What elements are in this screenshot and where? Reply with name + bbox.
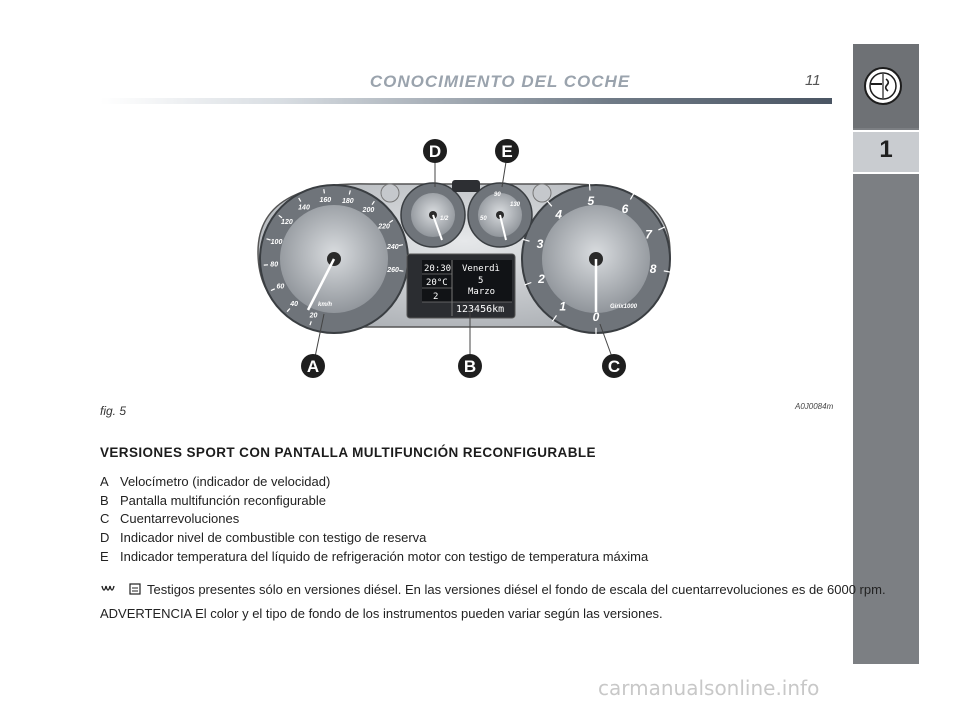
svg-text:C: C xyxy=(607,357,621,376)
fuel-half-label: 1/2 xyxy=(440,216,449,222)
fuel-gauge xyxy=(401,183,465,247)
display-time: 20:30 xyxy=(424,264,452,274)
tachometer-tick: 0 xyxy=(592,310,600,324)
speedometer-tick-mark xyxy=(324,189,325,193)
tachometer-tick: 2 xyxy=(538,271,545,286)
svg-text:D: D xyxy=(428,142,442,161)
page-number: 11 xyxy=(805,72,821,89)
temp-label-130: 130 xyxy=(510,202,521,208)
display-date: 5 xyxy=(478,276,484,286)
chapter-number: 1 xyxy=(879,136,893,163)
speedometer-tick: 20 xyxy=(309,312,318,320)
temp-label-90: 90 xyxy=(494,192,501,198)
light-icon xyxy=(381,184,399,202)
instrument-cluster-figure xyxy=(230,132,700,384)
figure-code: A0J0084m xyxy=(795,402,834,411)
legend-item: B Pantalla multifunción reconfigurable xyxy=(100,492,326,508)
speedometer-tick: 240 xyxy=(386,244,399,252)
speedometer-tick: 120 xyxy=(281,219,293,227)
header-rule xyxy=(100,98,832,104)
svg-text:A: A xyxy=(306,357,320,376)
speedometer-gauge xyxy=(260,185,408,333)
tachometer-tick: 3 xyxy=(536,237,544,251)
speedometer-tick: 180 xyxy=(341,198,354,205)
tachometer-tick: 5 xyxy=(587,194,595,209)
speedometer-tick: 160 xyxy=(319,197,332,204)
tachometer-tick: 8 xyxy=(649,262,657,277)
legend-list xyxy=(100,473,648,566)
display-gear: 2 xyxy=(433,292,439,302)
svg-text:B: B xyxy=(463,357,477,376)
callout-b xyxy=(458,354,482,378)
coolant-temp-gauge xyxy=(468,183,532,247)
display-odometer: 123456km xyxy=(456,304,505,315)
turn-signal-icon xyxy=(452,180,480,192)
callout-d xyxy=(423,139,447,163)
callout-e xyxy=(495,139,519,163)
water-in-fuel-icon xyxy=(129,583,141,597)
temp-label-50: 50 xyxy=(480,216,487,222)
figure-caption: fig. 5 xyxy=(100,404,127,418)
legend-item: A Velocímetro (indicador de velocidad) xyxy=(100,474,331,489)
speedometer-tick: 80 xyxy=(270,261,279,269)
speedometer-tick: 220 xyxy=(378,223,390,231)
speedometer-tick-mark xyxy=(399,271,403,272)
svg-text:E: E xyxy=(501,142,513,161)
speedometer-tick: 60 xyxy=(276,283,285,291)
watermark: carmanualsonline.info xyxy=(598,676,820,700)
speedometer-tick: 100 xyxy=(270,239,283,247)
speedometer-unit: km/h xyxy=(318,302,333,308)
legend-item: D Indicador nivel de combustible con testigo de reserva xyxy=(100,530,427,546)
speedometer-tick: 200 xyxy=(362,207,375,215)
callout-a xyxy=(301,354,325,378)
section-title: VERSIONES SPORT CON PANTALLA MULTIFUNCIÓN RECONFIGURABLE xyxy=(100,445,596,460)
diesel-note: Testigos presentes sólo en versiones diésel. En las versiones diésel el fondo de escala del cuentarrevoluciones es de 6000 rpm. xyxy=(100,582,886,597)
glow-plug-icon xyxy=(100,583,122,597)
speedometer-tick: 40 xyxy=(290,301,298,309)
tachometer-gauge xyxy=(522,183,671,335)
display-temperature: 20°C xyxy=(426,278,448,288)
display-month: Marzo xyxy=(468,287,496,297)
tachometer-tick-mark xyxy=(589,183,590,190)
tachometer-tick: 6 xyxy=(621,201,629,216)
page-header-title: CONOCIMIENTO DEL COCHE xyxy=(369,72,631,91)
tachometer-unit: Girix1000 xyxy=(610,304,638,310)
speedometer-tick: 260 xyxy=(387,266,399,274)
display-day: Venerdì xyxy=(462,264,500,274)
legend-item: E Indicador temperatura del líquido de refrigeración motor con testigo de temperatura máxima xyxy=(100,548,649,564)
speedometer-tick: 140 xyxy=(298,204,310,212)
light-icon xyxy=(533,184,551,202)
multifunction-display xyxy=(407,254,515,318)
tachometer-tick: 1 xyxy=(559,299,567,314)
callout-c xyxy=(602,354,626,378)
brand-logo-icon xyxy=(864,67,902,105)
tachometer-tick: 7 xyxy=(645,227,652,242)
tachometer-tick: 4 xyxy=(555,207,563,222)
warning-text: ADVERTENCIA El color y el tipo de fondo de los instrumentos pueden variar según las versiones. xyxy=(100,606,663,621)
legend-item: C Cuentarrevoluciones xyxy=(100,511,240,527)
